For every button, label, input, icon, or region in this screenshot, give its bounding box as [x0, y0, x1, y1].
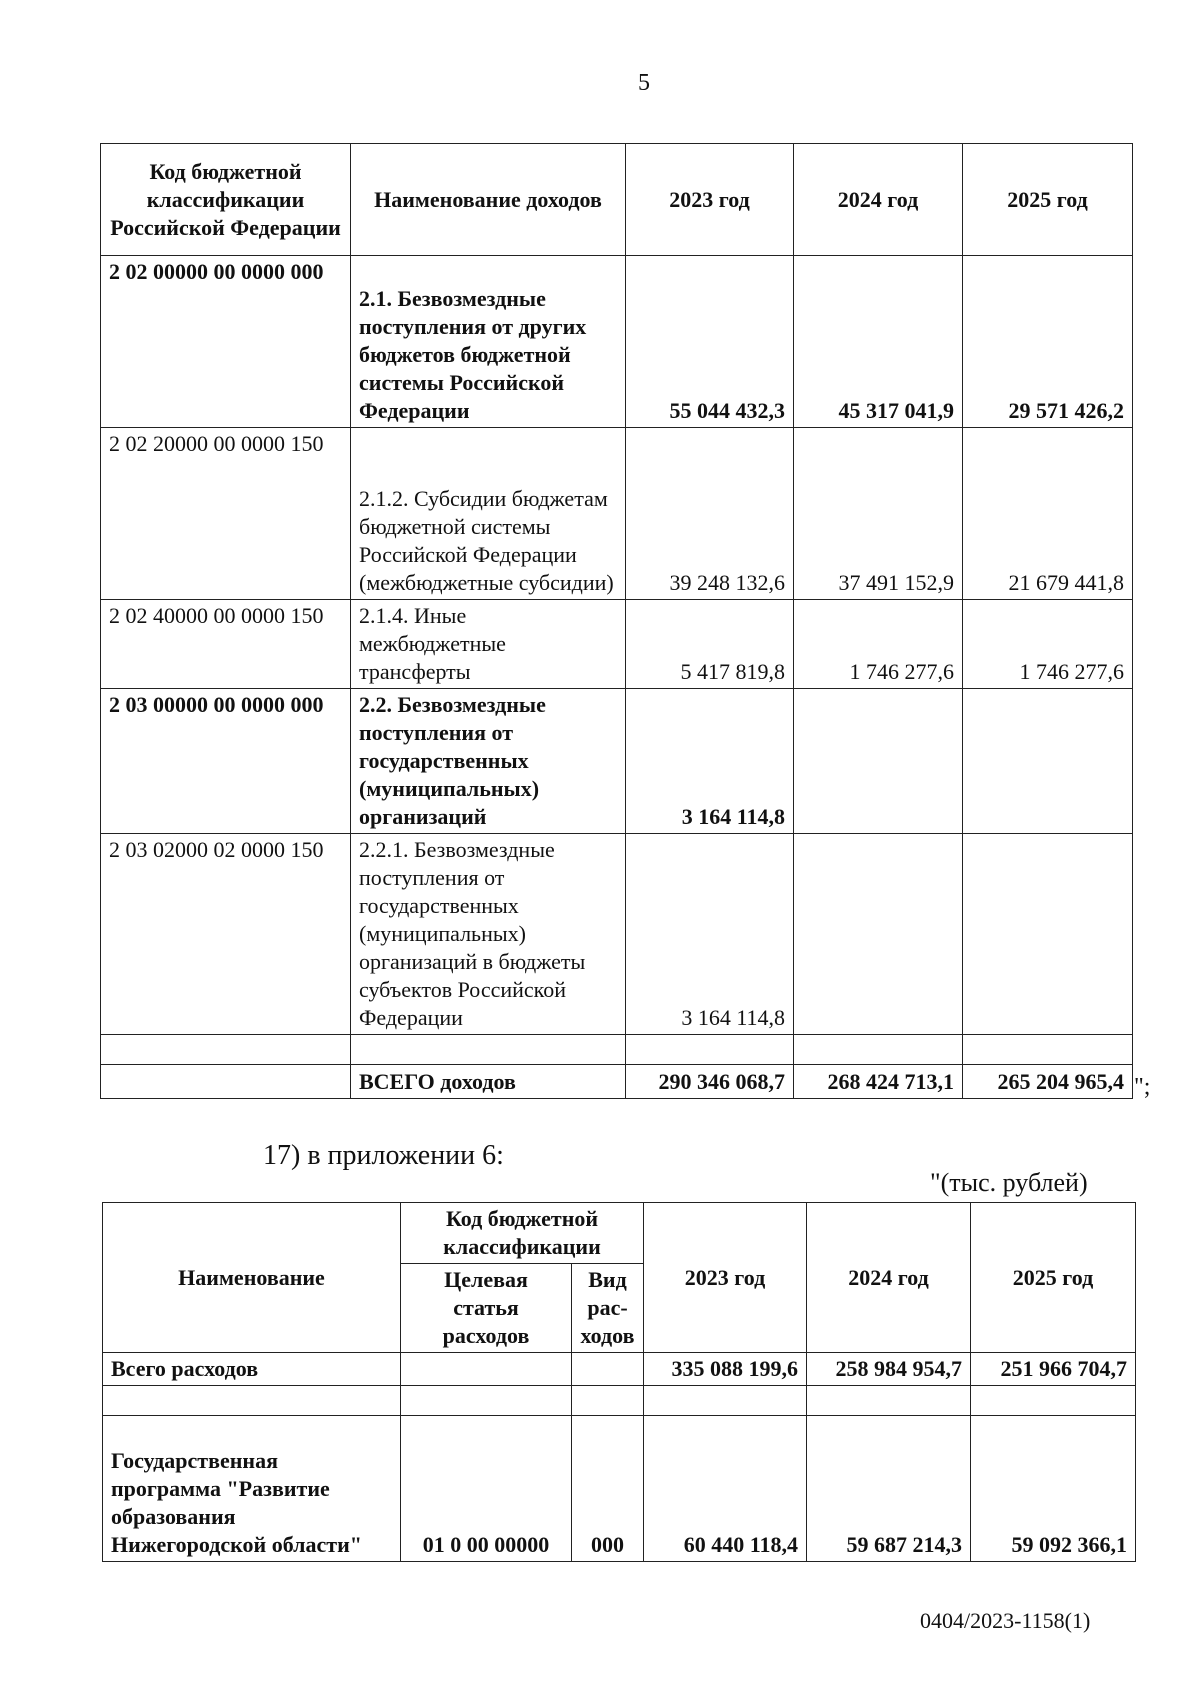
row-name: Государственная программа "Развитие образования Нижегородской области" — [103, 1416, 401, 1562]
header-income-name: Наименование доходов — [351, 144, 626, 256]
header-kbk-group: Код бюджетной классификации — [401, 1203, 644, 1264]
table-row — [103, 1416, 1136, 1562]
row-code: 2 02 20000 00 0000 150 — [101, 428, 351, 600]
row-name: 2.1. Безвозмездные поступления от других бюджетов бюджетной системы Российской Федерации — [351, 256, 626, 428]
row-2023: 5 417 819,8 — [626, 600, 794, 689]
row-target — [401, 1386, 572, 1416]
total-row — [103, 1353, 1136, 1386]
row-type: 000 — [572, 1416, 644, 1562]
row-name — [351, 1035, 626, 1065]
row-2024 — [794, 834, 963, 1035]
document-code: 0404/2023-1158(1) — [920, 1608, 1091, 1633]
row-2024 — [807, 1386, 971, 1416]
table-row — [101, 600, 1133, 689]
header-2023: 2023 год — [626, 144, 794, 256]
header-2024: 2024 год — [807, 1203, 971, 1353]
row-2023: 60 440 118,4 — [644, 1416, 807, 1562]
row-2023: 39 248 132,6 — [626, 428, 794, 600]
row-2024: 59 687 214,3 — [807, 1416, 971, 1562]
row-name: 2.1.2. Субсидии бюджетам бюджетной системы Российской Федерации (межбюджетные субсидии) — [351, 428, 626, 600]
row-2025 — [963, 689, 1133, 834]
table-row — [103, 1386, 1136, 1416]
row-code: 2 03 02000 02 0000 150 — [101, 834, 351, 1035]
row-2025: 59 092 366,1 — [971, 1416, 1136, 1562]
header-kbk: Код бюджетной классификации Российской Федерации — [101, 144, 351, 256]
row-2025: 251 966 704,7 — [971, 1353, 1136, 1386]
row-type — [572, 1353, 644, 1386]
appendix-title: 17) в приложении 6: — [263, 1140, 504, 1171]
row-code — [101, 1035, 351, 1065]
row-2024: 45 317 041,9 — [794, 256, 963, 428]
header-2025: 2025 год — [971, 1203, 1136, 1353]
table-row — [101, 834, 1133, 1035]
header-name: Наименование — [103, 1203, 401, 1353]
row-2023: 55 044 432,3 — [626, 256, 794, 428]
table-row — [101, 428, 1133, 600]
total-2024: 268 424 713,1 — [794, 1065, 963, 1099]
row-2025 — [963, 1035, 1133, 1065]
row-code — [101, 1065, 351, 1099]
row-2025: 29 571 426,2 — [963, 256, 1133, 428]
row-2023: 3 164 114,8 — [626, 834, 794, 1035]
row-code: 2 02 00000 00 0000 000 — [101, 256, 351, 428]
closing-quote-mark: "; — [1134, 1074, 1151, 1100]
table-row — [101, 256, 1133, 428]
row-2023 — [626, 1035, 794, 1065]
income-table — [100, 143, 1133, 1099]
row-name — [103, 1386, 401, 1416]
table-row — [101, 1035, 1133, 1065]
row-2023 — [644, 1386, 807, 1416]
total-label: ВСЕГО доходов — [351, 1065, 626, 1099]
units-note: "(тыс. рублей) — [930, 1168, 1088, 1197]
row-name: 2.1.4. Иные межбюджетные трансферты — [351, 600, 626, 689]
row-2025: 21 679 441,8 — [963, 428, 1133, 600]
row-2024: 37 491 152,9 — [794, 428, 963, 600]
row-2023: 335 088 199,6 — [644, 1353, 807, 1386]
row-code: 2 03 00000 00 0000 000 — [101, 689, 351, 834]
row-code: 2 02 40000 00 0000 150 — [101, 600, 351, 689]
header-expense-type: Вид рас-ходов — [572, 1264, 644, 1353]
header-2025: 2025 год — [963, 144, 1133, 256]
header-2024: 2024 год — [794, 144, 963, 256]
total-row — [101, 1065, 1133, 1099]
table-row — [101, 689, 1133, 834]
total-2023: 290 346 068,7 — [626, 1065, 794, 1099]
row-target — [401, 1353, 572, 1386]
row-target: 01 0 00 00000 — [401, 1416, 572, 1562]
row-name: Всего расходов — [103, 1353, 401, 1386]
row-2025 — [971, 1386, 1136, 1416]
total-2025: 265 204 965,4 — [963, 1065, 1133, 1099]
row-2025: 1 746 277,6 — [963, 600, 1133, 689]
page-number: 5 — [638, 70, 650, 96]
row-name: 2.2.1. Безвозмездные поступления от государственных (муниципальных) организаций в бюджеты субъектов Российской Федерации — [351, 834, 626, 1035]
header-target-article: Целевая статья расходов — [401, 1264, 572, 1353]
row-2025 — [963, 834, 1133, 1035]
row-2024 — [794, 689, 963, 834]
header-2023: 2023 год — [644, 1203, 807, 1353]
row-2023: 3 164 114,8 — [626, 689, 794, 834]
row-2024: 258 984 954,7 — [807, 1353, 971, 1386]
row-2024 — [794, 1035, 963, 1065]
row-2024: 1 746 277,6 — [794, 600, 963, 689]
expense-table — [102, 1202, 1136, 1562]
row-type — [572, 1386, 644, 1416]
row-name: 2.2. Безвозмездные поступления от государственных (муниципальных) организаций — [351, 689, 626, 834]
